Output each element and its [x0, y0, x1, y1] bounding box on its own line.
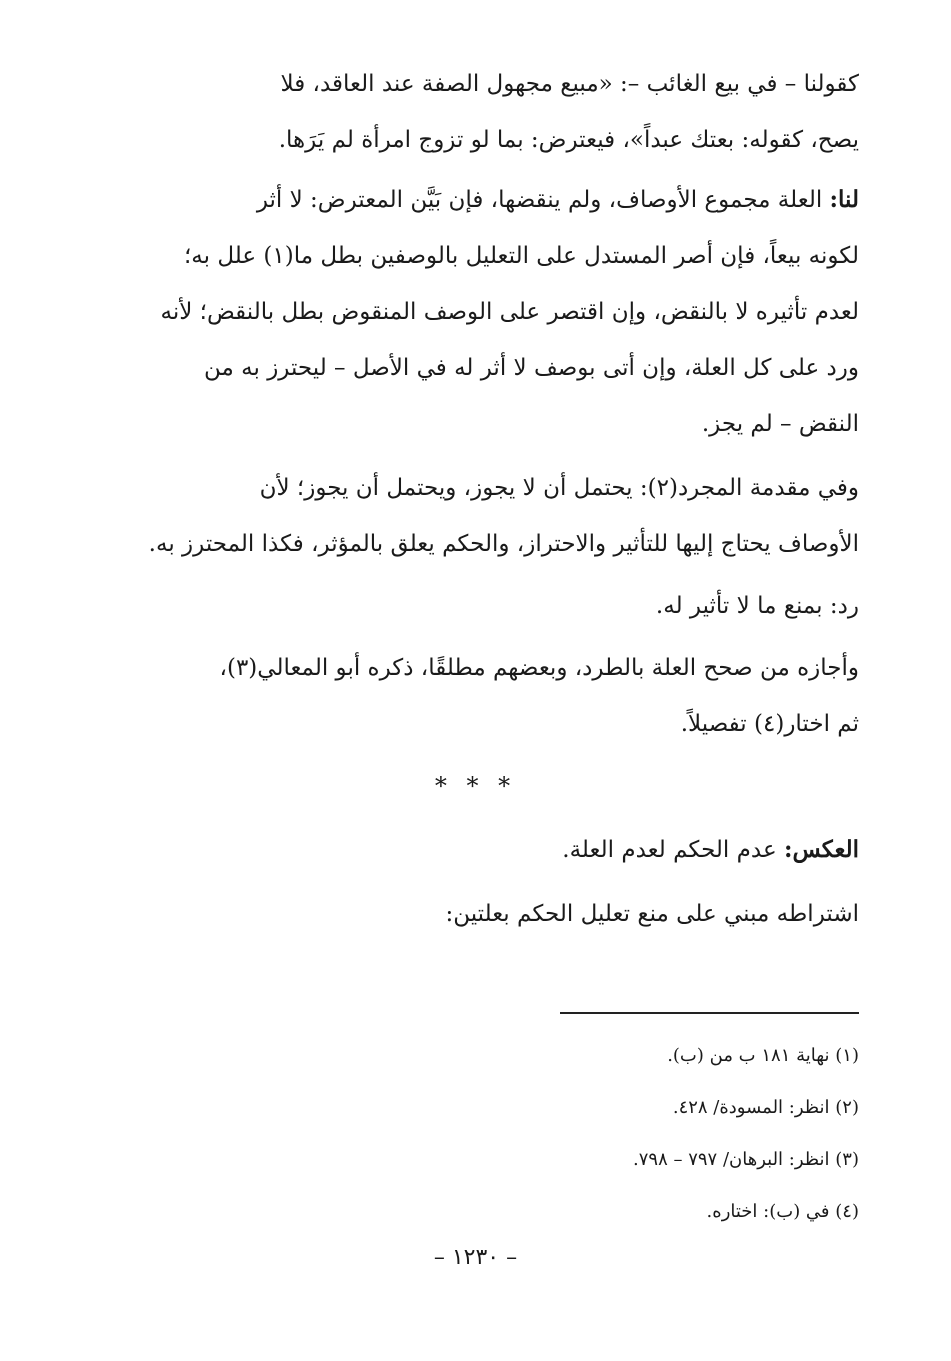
text-line: ورد على كل العلة، وإن أتى بوصف لا أثر له في الأصل – ليحترز به من	[204, 355, 859, 381]
footnote-2: (٢) انظر: المسودة/ ٤٢٨.	[672, 1097, 859, 1118]
footnote-divider	[560, 1012, 859, 1014]
footnote-3: (٣) انظر: البرهان/ ٧٩٧ – ٧٩٨.	[633, 1149, 859, 1170]
paragraph-6	[125, 822, 859, 878]
text-line: اشتراطه مبني على منع تعليل الحكم بعلتين:	[445, 901, 859, 927]
text-segment: عدم الحكم لعدم العلة.	[562, 837, 784, 863]
text-line	[125, 822, 859, 878]
text-line: رد: بمنع ما لا تأثير له.	[655, 593, 859, 619]
paragraph-4	[125, 578, 859, 634]
text-line: الأوصاف يحتاج إليها للتأثير والاحتراز، والحكم يعلق بالمؤثر، فكذا المحترز به.	[148, 531, 859, 557]
text-line: ثم اختار(٤) تفصيلاً.	[680, 711, 859, 737]
paragraph-lead: لنا:	[829, 186, 859, 213]
page-number: – ١٢٣٠ –	[433, 1245, 518, 1270]
footnotes	[300, 1030, 859, 1238]
text-line	[125, 172, 859, 228]
paragraph-5	[125, 640, 859, 752]
section-separator: * * *	[434, 772, 517, 800]
text-line: يصح، كقوله: بعتك عبداً»، فيعترض: بما لو تزوج امرأة لم يَرَها.	[278, 127, 859, 153]
text-line: النقض – لم يجز.	[701, 411, 859, 437]
paragraph-lead: العكس:	[783, 836, 859, 863]
paragraph-1	[125, 56, 859, 168]
text-line: وأجازه من صحح العلة بالطرد، وبعضهم مطلقًا، ذكره أبو المعالي(٣)،	[219, 655, 859, 681]
text-line: لعدم تأثيره لا بالنقض، وإن اقتصر على الوصف المنقوض بطل بالنقض؛ لأنه	[160, 299, 859, 325]
footnote-4: (٤) في (ب): اختاره.	[706, 1201, 859, 1222]
text-line: وفي مقدمة المجرد(٢): يحتمل أن لا يجوز، ويحتمل أن يجوز؛ لأن	[259, 475, 859, 501]
footnote-1: (١) نهاية ١٨١ ب من (ب).	[667, 1045, 859, 1066]
paragraph-2	[125, 172, 859, 452]
text-line: كقولنا – في بيع الغائب –: «مبيع مجهول الصفة عند العاقد، فلا	[280, 71, 859, 97]
paragraph-3	[125, 460, 859, 572]
paragraph-7	[125, 886, 859, 942]
text-segment: العلة مجموع الأوصاف، ولم ينقضها، فإن بَيَّن المعترض: لا أثر	[256, 187, 830, 213]
text-line: لكونه بيعاً، فإن أصر المستدل على التعليل بالوصفين بطل ما(١) علل به؛	[183, 243, 859, 269]
